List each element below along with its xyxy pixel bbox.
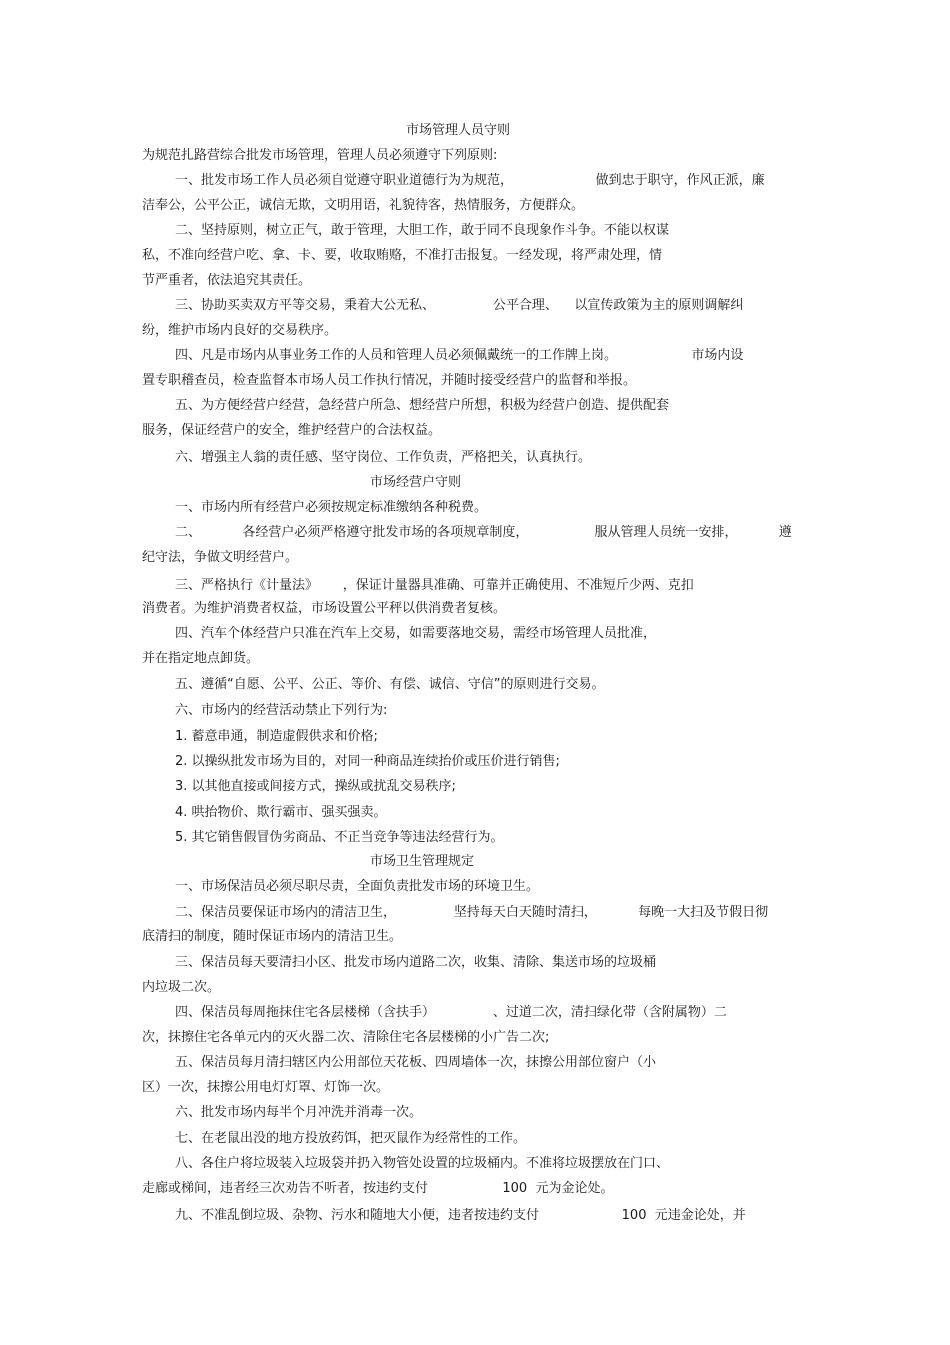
title-manager-rules: 市场管理人员守则 — [406, 123, 511, 138]
text-line: 私，不准向经营户吃、拿、卡、要，收取贿赂，不准打击报复。一经发现，将严肃处理，情 — [142, 248, 663, 263]
text-line: 内垃圾二次。 — [142, 980, 221, 995]
list-item: 2. 以操纵批发市场为目的，对同一种商品连续抬价或压价进行销售; — [175, 754, 560, 769]
text-line: 并在指定地点卸货。 — [142, 651, 260, 666]
text-line: 服务，保证经营户的安全，维护经营户的合法权益。 — [142, 423, 442, 438]
text-line: 走廊或梯间，违者经三次劝告不听者，按违约支付 100 元为金论处。 — [142, 1181, 614, 1196]
text-line: 三、严格执行《计量法》 ，保证计量器具准确、可靠并正确使用、不准短斤少两、克扣 — [175, 578, 694, 593]
text-line: 九、不准乱倒垃圾、杂物、污水和随地大小便，违者按违约支付 100 元违金论处，并 — [175, 1208, 746, 1223]
text-line: 一、批发市场工作人员必须自觉遵守职业道德行为为规范， 做到忠于职守，作风正派，廉 — [175, 173, 765, 188]
list-item: 4. 哄抬物价、欺行霸市、强买强卖。 — [175, 805, 387, 820]
text-line: 一、市场内所有经营户必须按规定标准缴纳各种税费。 — [175, 500, 488, 515]
text-line: 底清扫的制度，随时保证市场内的清洁卫生。 — [142, 929, 403, 944]
text-line: 四、凡是市场内从事业务工作的人员和管理人员必须佩戴统一的工作牌上岗。 市场内设 — [175, 348, 744, 363]
text-line: 消费者。为维护消费者权益，市场设置公平秤以供消费者复核。 — [142, 601, 507, 616]
text-line: 一、市场保洁员必须尽职尽责，全面负责批发市场的环境卫生。 — [175, 879, 540, 894]
text-line: 纪守法，争做文明经营户。 — [142, 550, 299, 565]
text-line: 洁奉公，公平公正，诚信无欺，文明用语，礼貌待客，热情服务，方便群众。 — [142, 198, 585, 213]
text-line: 节严重者，依法追究其责任。 — [142, 273, 312, 288]
text-line: 五、为方便经营户经营，急经营户所急、想经营户所想，积极为经营户创造、提供配套 — [175, 398, 670, 413]
text-line: 五、遵循“自愿、公平、公正、等价、有偿、诚信、守信”的原则进行交易。 — [175, 677, 605, 692]
text-line: 二、 各经营户必须严格遵守批发市场的各项规章制度， 服从管理人员统一安排， 遵 — [175, 525, 792, 540]
text-line: 六、增强主人翁的责任感、坚守岗位、工作负责，严格把关，认真执行。 — [175, 450, 592, 465]
text-line: 纷，维护市场内良好的交易秩序。 — [142, 323, 338, 338]
text-line: 为规范扎路营综合批发市场管理，管理人员必须遵守下列原则: — [142, 148, 498, 163]
text-line: 八、各住户将垃圾装入垃圾袋并扔入物管处设置的垃圾桶内。不准将垃圾摆放在门口、 — [175, 1156, 670, 1171]
list-item: 5. 其它销售假冒伪劣商品、不正当竞争等违法经营行为。 — [175, 830, 504, 845]
text-line: 六、批发市场内每半个月冲洗并消毒一次。 — [175, 1105, 423, 1120]
text-line: 六、市场内的经营活动禁止下列行为: — [175, 703, 388, 718]
list-item: 3. 以其他直接或间接方式，操纵或扰乱交易秩序; — [175, 779, 456, 794]
text-line: 四、汽车个体经营户只准在汽车上交易，如需要落地交易，需经市场管理人员批准， — [175, 626, 657, 641]
text-line: 三、保洁员每天要清扫小区、批发市场内道路二次，收集、清除、集送市场的垃圾桶 — [175, 955, 657, 970]
text-line: 置专职稽查员，检查监督本市场人员工作执行情况，并随时接受经营户的监督和举报。 — [142, 373, 637, 388]
text-line: 区）一次，抹擦公用电灯灯罩、灯饰一次。 — [142, 1080, 390, 1095]
title-hygiene-rules: 市场卫生管理规定 — [370, 854, 475, 869]
list-item: 1. 蓄意串通，制造虚假供求和价格; — [175, 729, 378, 744]
text-line: 二、坚持原则，树立正气，敢于管理，大胆工作，敢于同不良现象作斗争。不能以权谋 — [175, 223, 670, 238]
text-line: 七、在老鼠出没的地方投放药饵，把灭鼠作为经常性的工作。 — [175, 1131, 527, 1146]
text-line: 五、保洁员每月清扫辖区内公用部位天花板、四周墙体一次，抹擦公用部位窗户（小 — [175, 1055, 657, 1070]
text-line: 四、保洁员每周拖抹住宅各层楼梯（含扶手） 、过道二次，清扫绿化带（含附属物）二 — [175, 1005, 727, 1020]
title-operator-rules: 市场经营户守则 — [370, 475, 462, 490]
text-line: 三、协助买卖双方平等交易，秉着大公无私、 公平合理、 以宣传政策为主的原则调解纠 — [175, 298, 744, 313]
text-line: 二、保洁员要保证市场内的清洁卫生， 坚持每天白天随时清扫， 每晚一大扫及节假日彻 — [175, 905, 769, 920]
text-line: 次，抹擦住宅各单元内的灭火器二次、清除住宅各层楼梯的小广告二次; — [142, 1030, 550, 1045]
